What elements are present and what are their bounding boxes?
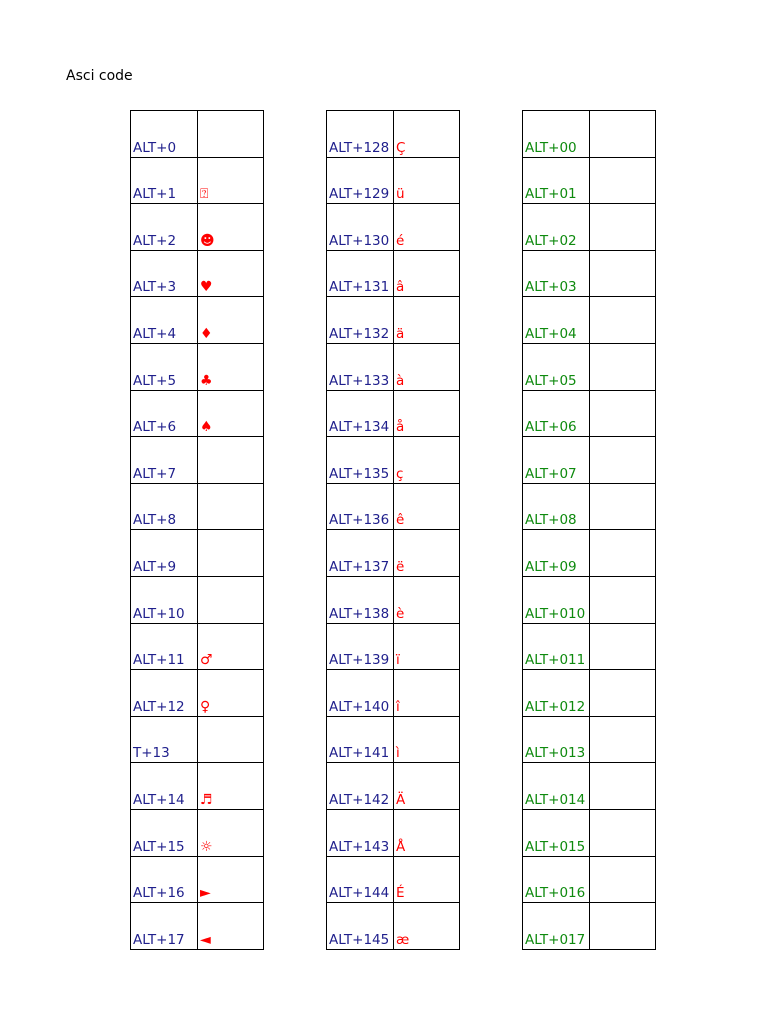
table-row: [523, 903, 656, 950]
alt-code-cell: ALT+9: [131, 530, 198, 577]
alt-code-cell: ALT+05: [523, 343, 590, 390]
character-cell: [590, 437, 656, 484]
alt-code-cell: ALT+010: [523, 576, 590, 623]
alt-code-table-2-body: [327, 111, 460, 950]
character-cell: [590, 856, 656, 903]
alt-code-cell: ALT+10: [131, 576, 198, 623]
alt-code-cell: ALT+09: [523, 530, 590, 577]
character-cell: è: [394, 576, 460, 623]
document-title: Asci code: [66, 68, 133, 84]
character-cell: É: [394, 856, 460, 903]
character-cell: å: [394, 390, 460, 437]
alt-code-cell: ALT+3: [131, 250, 198, 297]
alt-code-table-3: [522, 110, 656, 950]
table-row: [523, 297, 656, 344]
alt-code-cell: ALT+03: [523, 250, 590, 297]
table-row: [523, 670, 656, 717]
alt-code-cell: ALT+137: [327, 530, 394, 577]
alt-code-cell: T+13: [131, 716, 198, 763]
alt-code-cell: ALT+132: [327, 297, 394, 344]
alt-code-cell: ALT+011: [523, 623, 590, 670]
alt-code-cell: ALT+138: [327, 576, 394, 623]
character-cell: ♣: [198, 343, 264, 390]
alt-code-cell: ALT+142: [327, 763, 394, 810]
character-cell: [590, 157, 656, 204]
table-row: [131, 390, 264, 437]
table-row: [523, 530, 656, 577]
character-cell: ♀: [198, 670, 264, 717]
table-row: [327, 483, 460, 530]
table-row: [523, 716, 656, 763]
alt-code-cell: ALT+145: [327, 903, 394, 950]
table-row: [327, 809, 460, 856]
character-cell: ♦: [198, 297, 264, 344]
table-row: [523, 856, 656, 903]
table-row: [327, 390, 460, 437]
alt-code-cell: ALT+133: [327, 343, 394, 390]
character-cell: Ä: [394, 763, 460, 810]
table-row: [327, 623, 460, 670]
alt-code-cell: ALT+128: [327, 111, 394, 158]
alt-code-table-3-body: [523, 111, 656, 950]
table-row: [131, 250, 264, 297]
alt-code-cell: ALT+07: [523, 437, 590, 484]
character-cell: ê: [394, 483, 460, 530]
character-cell: [590, 670, 656, 717]
alt-code-cell: ALT+01: [523, 157, 590, 204]
table-row: [327, 530, 460, 577]
character-cell: ☻: [198, 204, 264, 251]
alt-code-cell: ALT+136: [327, 483, 394, 530]
table-row: [327, 157, 460, 204]
table-row: [327, 763, 460, 810]
character-cell: [198, 716, 264, 763]
alt-code-cell: ALT+1: [131, 157, 198, 204]
character-cell: ë: [394, 530, 460, 577]
character-cell: [590, 111, 656, 158]
character-cell: [590, 763, 656, 810]
table-row: [131, 903, 264, 950]
alt-code-cell: ALT+8: [131, 483, 198, 530]
alt-code-cell: ALT+016: [523, 856, 590, 903]
character-cell: ◄: [198, 903, 264, 950]
alt-code-cell: ALT+02: [523, 204, 590, 251]
alt-code-cell: ALT+131: [327, 250, 394, 297]
alt-code-cell: ALT+0: [131, 111, 198, 158]
character-cell: ⍰: [198, 157, 264, 204]
table-row: [131, 856, 264, 903]
table-row: [327, 856, 460, 903]
character-cell: Å: [394, 809, 460, 856]
alt-code-cell: ALT+134: [327, 390, 394, 437]
character-cell: [590, 530, 656, 577]
character-cell: [590, 809, 656, 856]
table-row: [131, 716, 264, 763]
alt-code-cell: ALT+16: [131, 856, 198, 903]
table-row: [131, 670, 264, 717]
table-row: [523, 809, 656, 856]
character-cell: [590, 903, 656, 950]
character-cell: â: [394, 250, 460, 297]
character-cell: ♠: [198, 390, 264, 437]
alt-code-cell: ALT+6: [131, 390, 198, 437]
table-row: [523, 204, 656, 251]
character-cell: ♬: [198, 763, 264, 810]
alt-code-cell: ALT+013: [523, 716, 590, 763]
alt-code-cell: ALT+140: [327, 670, 394, 717]
character-cell: ♂: [198, 623, 264, 670]
alt-code-cell: ALT+11: [131, 623, 198, 670]
alt-code-table-1: [130, 110, 264, 950]
table-row: [523, 437, 656, 484]
character-cell: é: [394, 204, 460, 251]
character-cell: æ: [394, 903, 460, 950]
table-row: [131, 204, 264, 251]
alt-code-cell: ALT+139: [327, 623, 394, 670]
alt-code-cell: ALT+08: [523, 483, 590, 530]
character-cell: ä: [394, 297, 460, 344]
character-cell: ç: [394, 437, 460, 484]
character-cell: [590, 576, 656, 623]
table-row: [131, 809, 264, 856]
alt-code-table-1-body: [131, 111, 264, 950]
table-row: [131, 530, 264, 577]
table-row: [523, 343, 656, 390]
table-row: [523, 576, 656, 623]
table-row: [523, 157, 656, 204]
character-cell: [198, 111, 264, 158]
alt-code-cell: ALT+135: [327, 437, 394, 484]
character-cell: [198, 483, 264, 530]
alt-code-cell: ALT+012: [523, 670, 590, 717]
alt-code-cell: ALT+129: [327, 157, 394, 204]
table-row: [131, 576, 264, 623]
alt-code-cell: ALT+143: [327, 809, 394, 856]
table-row: [327, 111, 460, 158]
alt-code-cell: ALT+12: [131, 670, 198, 717]
character-cell: ►: [198, 856, 264, 903]
table-row: [131, 111, 264, 158]
table-row: [131, 297, 264, 344]
table-row: [131, 763, 264, 810]
table-row: [131, 157, 264, 204]
alt-code-cell: ALT+5: [131, 343, 198, 390]
table-row: [327, 343, 460, 390]
alt-code-cell: ALT+15: [131, 809, 198, 856]
alt-code-cell: ALT+2: [131, 204, 198, 251]
table-row: [131, 343, 264, 390]
alt-code-cell: ALT+7: [131, 437, 198, 484]
alt-code-cell: ALT+4: [131, 297, 198, 344]
alt-code-cell: ALT+017: [523, 903, 590, 950]
character-cell: [590, 483, 656, 530]
table-row: [131, 623, 264, 670]
table-row: [523, 483, 656, 530]
alt-code-cell: ALT+04: [523, 297, 590, 344]
character-cell: [590, 623, 656, 670]
table-row: [327, 670, 460, 717]
character-cell: [590, 204, 656, 251]
table-row: [523, 111, 656, 158]
alt-code-cell: ALT+06: [523, 390, 590, 437]
table-row: [131, 437, 264, 484]
table-row: [327, 204, 460, 251]
alt-code-cell: ALT+015: [523, 809, 590, 856]
character-cell: [590, 343, 656, 390]
character-cell: [590, 390, 656, 437]
alt-code-cell: ALT+141: [327, 716, 394, 763]
character-cell: ü: [394, 157, 460, 204]
alt-code-cell: ALT+014: [523, 763, 590, 810]
character-cell: [198, 576, 264, 623]
character-cell: [198, 530, 264, 577]
character-cell: ï: [394, 623, 460, 670]
table-row: [327, 437, 460, 484]
table-row: [327, 716, 460, 763]
table-row: [327, 903, 460, 950]
character-cell: ì: [394, 716, 460, 763]
table-row: [327, 250, 460, 297]
table-row: [131, 483, 264, 530]
alt-code-cell: ALT+130: [327, 204, 394, 251]
table-row: [523, 623, 656, 670]
character-cell: [590, 297, 656, 344]
character-cell: ☼: [198, 809, 264, 856]
character-cell: î: [394, 670, 460, 717]
alt-code-cell: ALT+144: [327, 856, 394, 903]
alt-code-cell: ALT+00: [523, 111, 590, 158]
character-cell: Ç: [394, 111, 460, 158]
character-cell: à: [394, 343, 460, 390]
table-row: [523, 250, 656, 297]
character-cell: [198, 437, 264, 484]
character-cell: ♥: [198, 250, 264, 297]
table-row: [327, 297, 460, 344]
character-cell: [590, 250, 656, 297]
table-row: [523, 390, 656, 437]
alt-code-table-2: [326, 110, 460, 950]
table-row: [523, 763, 656, 810]
character-cell: [590, 716, 656, 763]
alt-code-cell: ALT+17: [131, 903, 198, 950]
table-row: [327, 576, 460, 623]
alt-code-cell: ALT+14: [131, 763, 198, 810]
